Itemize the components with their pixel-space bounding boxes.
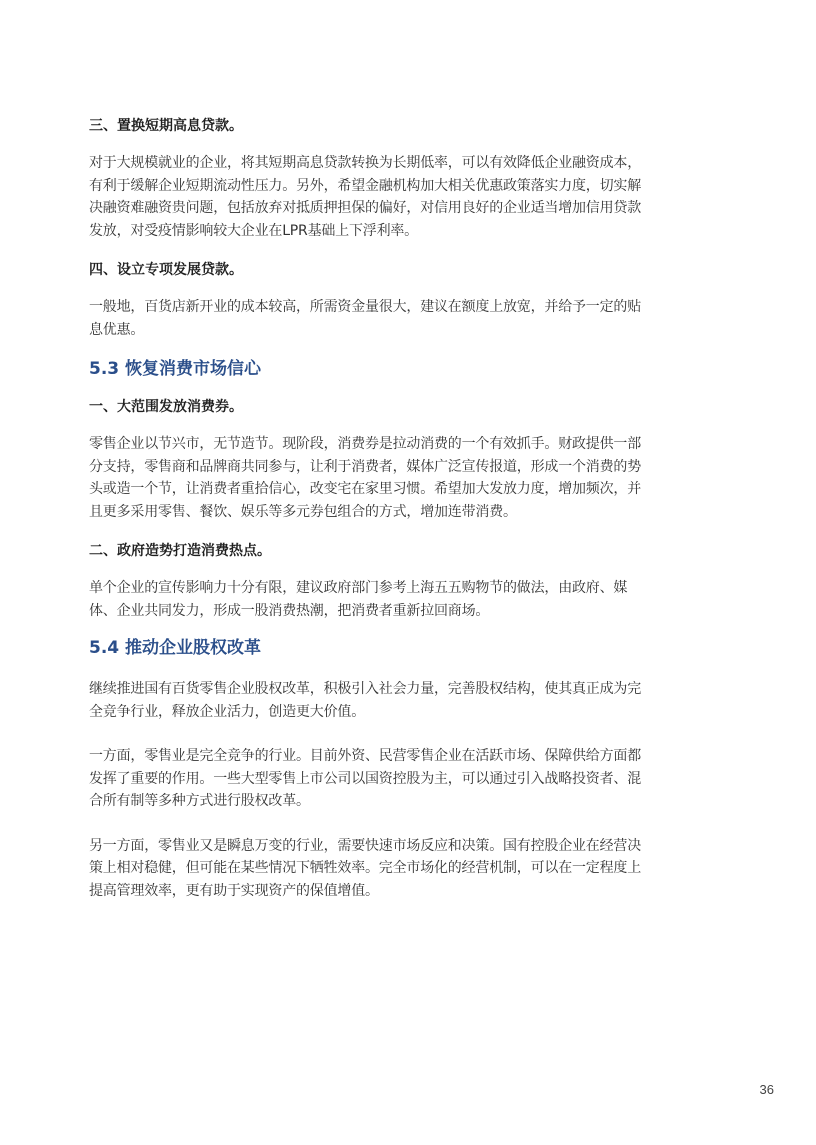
page-content bbox=[89, 116, 649, 902]
subhead-special-development-loans: 四、设立专项发展贷款。 bbox=[89, 262, 243, 278]
subhead-government-hotspots: 二、政府造势打造消费热点。 bbox=[89, 543, 271, 559]
paragraph-replace-loans: 对于大规模就业的企业，将其短期高息贷款转换为长期低率，可以有效降低企业融资成本，有利于缓解企业短期流动性压力。另外，希望金融机构加大相关优惠政策落实力度，切实解决融资难融资贵问题，包括放弃对抵质押担保的偏好，对信用良好的企业适当增加信用贷款发放，对受疫情影响较大企业在LPR基础上下浮利率。 bbox=[89, 155, 641, 239]
paragraph-equity-reform-other-hand: 另一方面，零售业又是瞬息万变的行业，需要快速市场反应和决策。国有控股企业在经营决策上相对稳健，但可能在某些情况下牺牲效率。完全市场化的经营机制，可以在一定程度上提高管理效率，更有助于实现资产的保值增值。 bbox=[89, 837, 641, 899]
section-title-5-3: 5.3 恢复消费市场信心 bbox=[89, 359, 262, 379]
paragraph-equity-reform-one-hand: 一方面，零售业是完全竞争的行业。目前外资、民营零售企业在活跃市场、保障供给方面都发挥了重要的作用。一些大型零售上市公司以国资控股为主，可以通过引入战略投资者、混合所有制等多种方式进行股权改革。 bbox=[89, 748, 641, 809]
paragraph-government-hotspots: 单个企业的宣传影响力十分有限，建议政府部门参考上海五五购物节的做法，由政府、媒体、企业共同发力，形成一股消费热潮，把消费者重新拉回商场。 bbox=[89, 580, 628, 619]
section-title-5-4: 5.4 推动企业股权改革 bbox=[89, 638, 262, 658]
paragraph-equity-reform-intro: 继续推进国有百货零售企业股权改革，积极引入社会力量，完善股权结构，使其真正成为完全竞争行业，释放企业活力，创造更大价值。 bbox=[89, 681, 641, 720]
page-number: 36 bbox=[759, 1082, 774, 1097]
paragraph-consumption-vouchers: 零售企业以节兴市，无节造节。现阶段，消费券是拉动消费的一个有效抓手。财政提供一部分支持，零售商和品牌商共同参与，让利于消费者，媒体广泛宣传报道，形成一个消费的势头或造一个节，让消费者重拾信心，改变宅在家里习惯。希望加大发放力度，增加频次，并且更多采用零售、餐饮、娱乐等多元券包组合的方式，增加连带消费。 bbox=[89, 436, 641, 520]
paragraph-special-loans: 一般地，百货店新开业的成本较高，所需资金量很大，建议在额度上放宽，并给予一定的贴息优惠。 bbox=[89, 299, 641, 338]
subhead-consumption-vouchers: 一、大范围发放消费券。 bbox=[89, 399, 243, 415]
subhead-replace-short-term-loans: 三、置换短期高息贷款。 bbox=[89, 118, 243, 134]
